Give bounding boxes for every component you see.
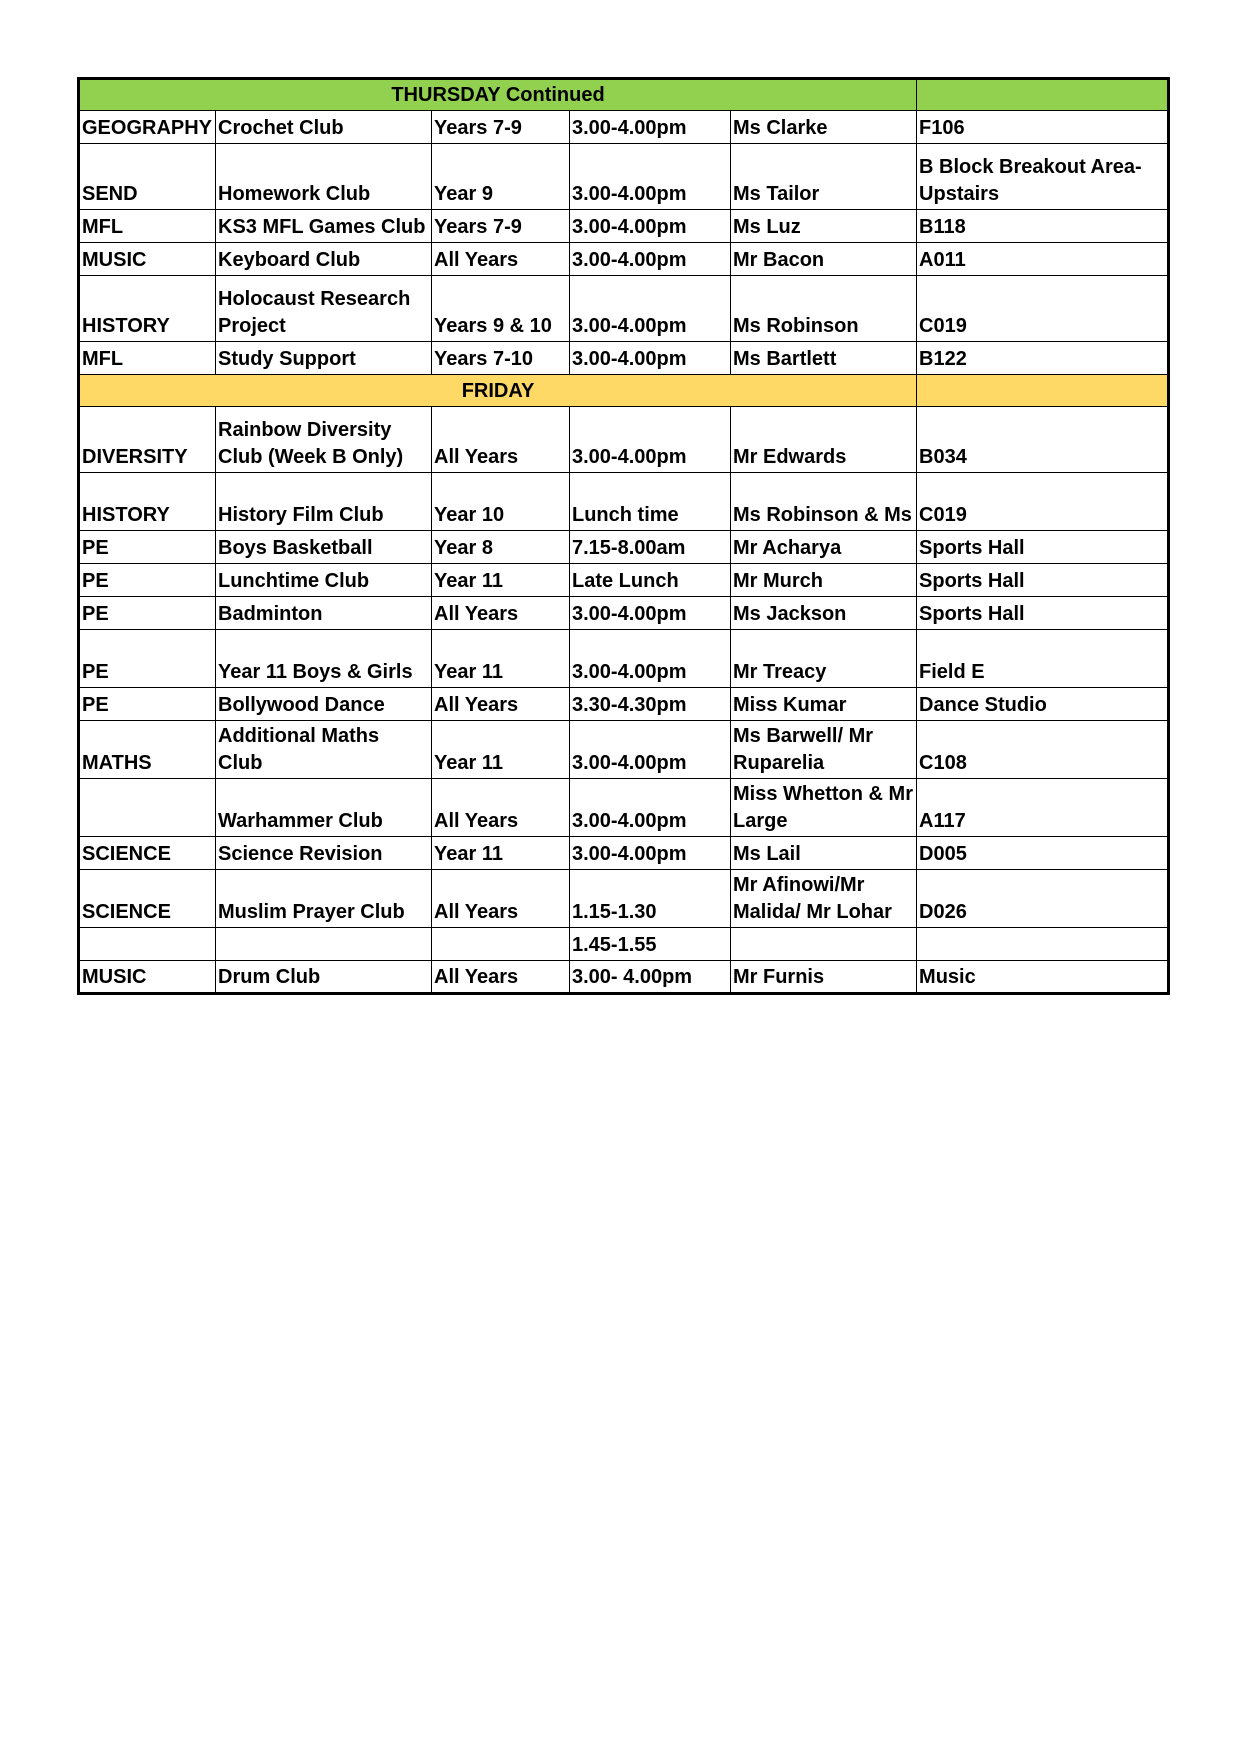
activity-cell: Drum Club bbox=[216, 961, 432, 994]
time-cell: 3.00- 4.00pm bbox=[570, 961, 731, 994]
room-cell: F106 bbox=[917, 111, 1169, 144]
years-cell: Year 10 bbox=[432, 473, 570, 531]
department-cell: PE bbox=[79, 688, 216, 721]
department-cell bbox=[79, 928, 216, 961]
activity-cell: Keyboard Club bbox=[216, 243, 432, 276]
time-cell: Late Lunch bbox=[570, 564, 731, 597]
activity-cell bbox=[216, 928, 432, 961]
room-cell: C019 bbox=[917, 276, 1169, 342]
staff-cell: Ms Bartlett bbox=[731, 342, 917, 375]
table-row bbox=[79, 928, 1169, 961]
time-cell: 3.00-4.00pm bbox=[570, 837, 731, 870]
staff-cell: Mr Furnis bbox=[731, 961, 917, 994]
department-cell: SCIENCE bbox=[79, 870, 216, 928]
table-row bbox=[79, 630, 1169, 688]
department-cell: PE bbox=[79, 531, 216, 564]
years-cell: Year 11 bbox=[432, 721, 570, 779]
staff-cell: Miss Whetton & Mr Large bbox=[731, 779, 917, 837]
table-row bbox=[79, 111, 1169, 144]
activity-cell: Rainbow Diversity Club (Week B Only) bbox=[216, 407, 432, 473]
room-cell: A011 bbox=[917, 243, 1169, 276]
time-cell: 3.00-4.00pm bbox=[570, 342, 731, 375]
years-cell: All Years bbox=[432, 407, 570, 473]
years-cell: All Years bbox=[432, 779, 570, 837]
activity-cell: Science Revision bbox=[216, 837, 432, 870]
department-cell: PE bbox=[79, 630, 216, 688]
table-row bbox=[79, 870, 1169, 928]
activity-cell: Study Support bbox=[216, 342, 432, 375]
staff-cell: Mr Acharya bbox=[731, 531, 917, 564]
staff-cell: Miss Kumar bbox=[731, 688, 917, 721]
table-row bbox=[79, 531, 1169, 564]
time-cell: 3.30-4.30pm bbox=[570, 688, 731, 721]
staff-cell: Ms Jackson bbox=[731, 597, 917, 630]
section-title: THURSDAY Continued bbox=[79, 79, 917, 111]
room-cell: D005 bbox=[917, 837, 1169, 870]
table-row bbox=[79, 276, 1169, 342]
staff-cell: Ms Luz bbox=[731, 210, 917, 243]
years-cell: Year 9 bbox=[432, 144, 570, 210]
section-header bbox=[79, 79, 1169, 111]
staff-cell: Ms Robinson & Ms bbox=[731, 473, 917, 531]
years-cell: All Years bbox=[432, 688, 570, 721]
table-row bbox=[79, 144, 1169, 210]
room-cell: Sports Hall bbox=[917, 564, 1169, 597]
staff-cell: Ms Robinson bbox=[731, 276, 917, 342]
staff-cell: Mr Afinowi/Mr Malida/ Mr Lohar bbox=[731, 870, 917, 928]
department-cell: MFL bbox=[79, 342, 216, 375]
years-cell bbox=[432, 928, 570, 961]
section-header-empty-cell bbox=[917, 79, 1169, 111]
years-cell: Years 7-9 bbox=[432, 210, 570, 243]
activity-cell: Crochet Club bbox=[216, 111, 432, 144]
department-cell bbox=[79, 779, 216, 837]
department-cell: DIVERSITY bbox=[79, 407, 216, 473]
department-cell: GEOGRAPHY bbox=[79, 111, 216, 144]
department-cell: MUSIC bbox=[79, 961, 216, 994]
room-cell: Sports Hall bbox=[917, 597, 1169, 630]
room-cell: B034 bbox=[917, 407, 1169, 473]
activity-cell: Additional Maths Club bbox=[216, 721, 432, 779]
staff-cell bbox=[731, 928, 917, 961]
years-cell: Years 7-10 bbox=[432, 342, 570, 375]
section-header bbox=[79, 375, 1169, 407]
department-cell: PE bbox=[79, 564, 216, 597]
activity-cell: Holocaust Research Project bbox=[216, 276, 432, 342]
time-cell: 3.00-4.00pm bbox=[570, 630, 731, 688]
years-cell: Year 11 bbox=[432, 837, 570, 870]
table-row bbox=[79, 564, 1169, 597]
activity-cell: Lunchtime Club bbox=[216, 564, 432, 597]
years-cell: Year 8 bbox=[432, 531, 570, 564]
time-cell: 7.15-8.00am bbox=[570, 531, 731, 564]
staff-cell: Ms Lail bbox=[731, 837, 917, 870]
time-cell: 3.00-4.00pm bbox=[570, 597, 731, 630]
section-title: FRIDAY bbox=[79, 375, 917, 407]
time-cell: 3.00-4.00pm bbox=[570, 210, 731, 243]
department-cell: HISTORY bbox=[79, 473, 216, 531]
staff-cell: Mr Treacy bbox=[731, 630, 917, 688]
department-cell: MFL bbox=[79, 210, 216, 243]
years-cell: Year 11 bbox=[432, 630, 570, 688]
table-row bbox=[79, 688, 1169, 721]
staff-cell: Mr Murch bbox=[731, 564, 917, 597]
timetable-sheet bbox=[77, 77, 1167, 995]
activity-cell: KS3 MFL Games Club bbox=[216, 210, 432, 243]
time-cell: 3.00-4.00pm bbox=[570, 276, 731, 342]
activity-cell: Badminton bbox=[216, 597, 432, 630]
room-cell: Dance Studio bbox=[917, 688, 1169, 721]
years-cell: Year 11 bbox=[432, 564, 570, 597]
room-cell: A117 bbox=[917, 779, 1169, 837]
time-cell: 3.00-4.00pm bbox=[570, 779, 731, 837]
room-cell: B Block Breakout Area-Upstairs bbox=[917, 144, 1169, 210]
table-row bbox=[79, 473, 1169, 531]
time-cell: 3.00-4.00pm bbox=[570, 721, 731, 779]
table-row bbox=[79, 243, 1169, 276]
table-row bbox=[79, 961, 1169, 994]
department-cell: MUSIC bbox=[79, 243, 216, 276]
section-header-empty-cell bbox=[917, 375, 1169, 407]
years-cell: Years 7-9 bbox=[432, 111, 570, 144]
time-cell: 3.00-4.00pm bbox=[570, 111, 731, 144]
activity-cell: Muslim Prayer Club bbox=[216, 870, 432, 928]
activity-cell: Year 11 Boys & Girls bbox=[216, 630, 432, 688]
department-cell: SCIENCE bbox=[79, 837, 216, 870]
table-row bbox=[79, 837, 1169, 870]
table-row bbox=[79, 407, 1169, 473]
activity-cell: Bollywood Dance bbox=[216, 688, 432, 721]
years-cell: All Years bbox=[432, 961, 570, 994]
table-row bbox=[79, 597, 1169, 630]
department-cell: PE bbox=[79, 597, 216, 630]
room-cell: D026 bbox=[917, 870, 1169, 928]
time-cell: 3.00-4.00pm bbox=[570, 243, 731, 276]
department-cell: HISTORY bbox=[79, 276, 216, 342]
staff-cell: Mr Edwards bbox=[731, 407, 917, 473]
years-cell: All Years bbox=[432, 243, 570, 276]
room-cell: Music bbox=[917, 961, 1169, 994]
time-cell: 3.00-4.00pm bbox=[570, 144, 731, 210]
years-cell: Years 9 & 10 bbox=[432, 276, 570, 342]
activity-cell: Warhammer Club bbox=[216, 779, 432, 837]
time-cell: 1.15-1.30 bbox=[570, 870, 731, 928]
table-row bbox=[79, 342, 1169, 375]
time-cell: 1.45-1.55 bbox=[570, 928, 731, 961]
table-row bbox=[79, 210, 1169, 243]
room-cell: B122 bbox=[917, 342, 1169, 375]
time-cell: 3.00-4.00pm bbox=[570, 407, 731, 473]
table-row bbox=[79, 779, 1169, 837]
activity-cell: History Film Club bbox=[216, 473, 432, 531]
staff-cell: Ms Barwell/ Mr Ruparelia bbox=[731, 721, 917, 779]
room-cell: Field E bbox=[917, 630, 1169, 688]
department-cell: MATHS bbox=[79, 721, 216, 779]
timetable bbox=[77, 77, 1170, 995]
room-cell: B118 bbox=[917, 210, 1169, 243]
table-row bbox=[79, 721, 1169, 779]
activity-cell: Boys Basketball bbox=[216, 531, 432, 564]
activity-cell: Homework Club bbox=[216, 144, 432, 210]
staff-cell: Ms Clarke bbox=[731, 111, 917, 144]
staff-cell: Mr Bacon bbox=[731, 243, 917, 276]
years-cell: All Years bbox=[432, 870, 570, 928]
department-cell: SEND bbox=[79, 144, 216, 210]
room-cell: C019 bbox=[917, 473, 1169, 531]
staff-cell: Ms Tailor bbox=[731, 144, 917, 210]
timetable-body bbox=[79, 79, 1169, 994]
room-cell bbox=[917, 928, 1169, 961]
room-cell: C108 bbox=[917, 721, 1169, 779]
time-cell: Lunch time bbox=[570, 473, 731, 531]
room-cell: Sports Hall bbox=[917, 531, 1169, 564]
years-cell: All Years bbox=[432, 597, 570, 630]
